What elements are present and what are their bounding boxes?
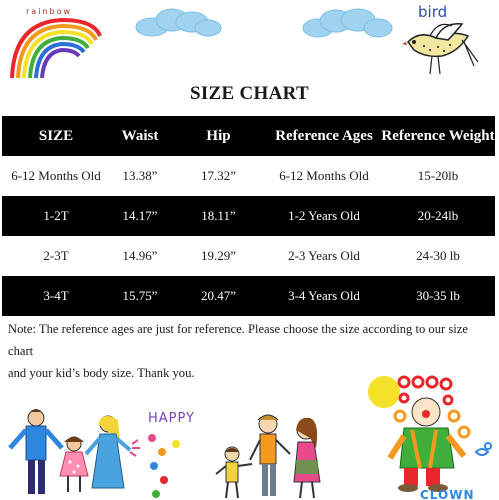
table-row [2, 276, 495, 316]
size-chart-title: SIZE CHART [189, 83, 309, 104]
cell-reference-weight: 20-24lb [417, 208, 459, 223]
cell-hip: 17.32” [200, 168, 237, 183]
cell-size: 6-12 Months Old [11, 168, 101, 183]
cloud-left [132, 8, 224, 38]
header-waist: Waist [121, 127, 159, 144]
table-row [2, 196, 495, 236]
cell-waist: 14.17” [122, 208, 158, 223]
note-line-2: and your kid’s body size. Thank you. [8, 366, 195, 380]
table-row [2, 236, 495, 276]
table-row [2, 156, 495, 196]
cell-reference-ages: 2-3 Years Old [288, 248, 360, 263]
note-line-1: Note: The reference ages are just for reference. Please choose the size according to our size chart [8, 322, 468, 358]
bird-drawing [402, 0, 480, 80]
cell-hip: 19.29” [200, 248, 237, 263]
cell-hip: 18.11” [201, 208, 236, 223]
happy-word: HAPPY [148, 411, 196, 426]
cell-reference-ages: 6-12 Months Old [279, 168, 369, 183]
cell-waist: 15.75” [122, 288, 158, 303]
family-drawing [0, 404, 140, 500]
cell-waist: 13.38” [122, 168, 158, 183]
cell-size: 2-3T [43, 248, 69, 263]
size-chart-table [2, 116, 495, 316]
cell-reference-weight: 15-20lb [417, 168, 459, 183]
header-hip: Hip [206, 127, 231, 144]
kids-drawing [212, 408, 336, 500]
cloud-right [300, 8, 394, 40]
rainbow-drawing [4, 4, 104, 80]
rainbow-word: rainbow [26, 7, 72, 16]
cell-size: 1-2T [43, 208, 69, 223]
cell-reference-weight: 30-35 lb [416, 288, 460, 303]
cell-reference-ages: 1-2 Years Old [288, 208, 360, 223]
cell-size: 3-4T [43, 288, 69, 303]
cell-reference-ages: 3-4 Years Old [288, 288, 360, 303]
clown-drawing [364, 372, 499, 500]
table-header-row [2, 116, 495, 156]
cell-waist: 14.96” [122, 248, 158, 263]
clown-word: CLOWN [420, 488, 475, 500]
happy-word-art [142, 408, 202, 500]
header-size: SIZE [38, 127, 74, 144]
cell-hip: 20.47” [200, 288, 237, 303]
cell-reference-weight: 24-30 lb [416, 248, 460, 263]
bird-word: bird [418, 3, 448, 21]
header-reference-ages: Reference Ages [275, 127, 373, 144]
header-reference-weight: Reference Weight [381, 127, 495, 144]
